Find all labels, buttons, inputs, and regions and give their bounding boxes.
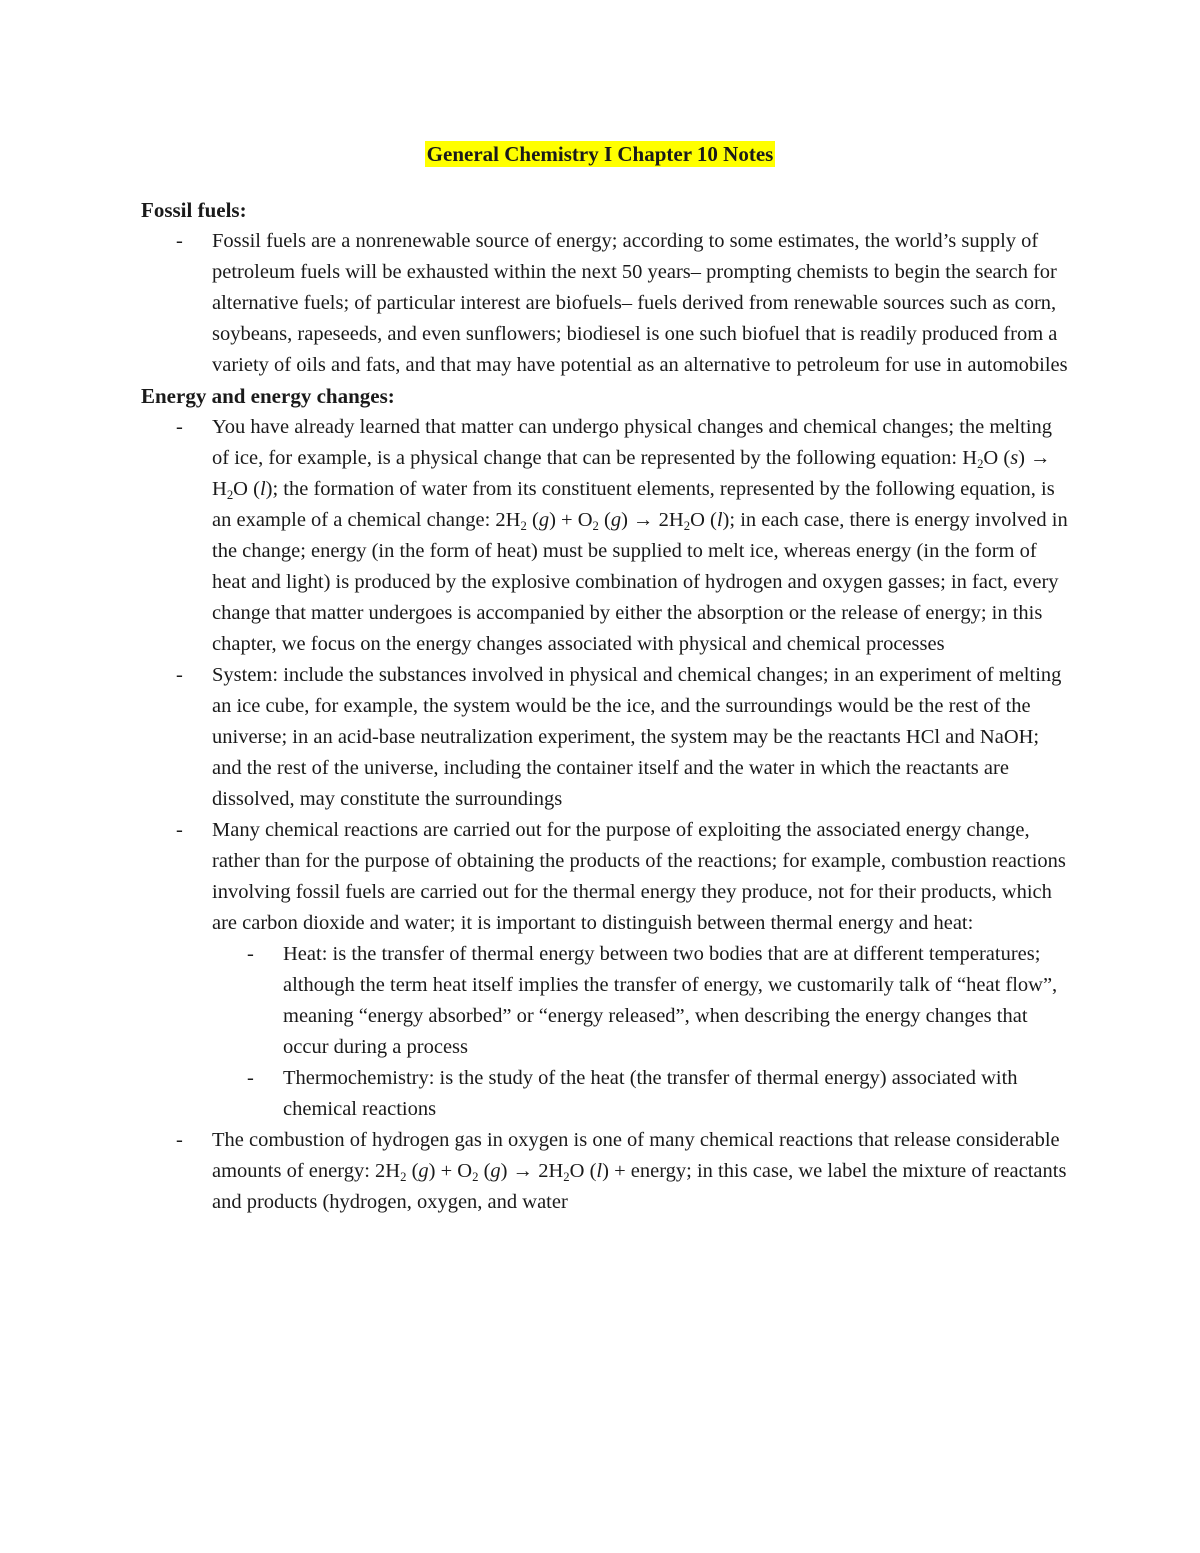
bullet-text: Heat: is the transfer of thermal energy between two bodies that are at different temperatures; although the term heat itself implies the transfer of energy, we customarily talk of “heat flow”, meaning “energy absorbed” or “energy released”, when describing the energy changes that occur during a process [283, 943, 1058, 1058]
bullet-text: The combustion of hydrogen gas in oxygen is one of many chemical reactions that release considerable amounts of energy: $2H_2$ $(g) + O_2$ $(g) \to 2H_2O$ (l) + energy; in this case, we label the mixture of reactants and products (hydrogen, oxygen, and water [212, 1129, 1067, 1213]
bullet-dash: - [247, 943, 254, 965]
bullet-fossil-fuels [141, 226, 1071, 381]
page-title: General Chemistry I Chapter 10 Notes [426, 142, 774, 166]
bullet-text: Fossil fuels are a nonrenewable source of energy; according to some estimates, the world’s supply of petroleum fuels will be exhausted within the next 50 years– prompting chemists to begin the search for alternative fuels; of particular interest are biofuels– fuels derived from renewable sources such as corn, soybeans, rapeseeds, and even sunflowers; biodiesel is one such biofuel that is readily produced from a variety of oils and fats, and that may have potential as an alternative to petroleum for use in automobiles [212, 230, 1068, 376]
bullet-hydrogen-combustion [141, 1125, 1071, 1218]
bullet-dash: - [247, 1067, 254, 1089]
subbullet-heat [141, 939, 1071, 1063]
bullet-dash: - [176, 819, 183, 841]
bullet-dash: - [176, 664, 183, 686]
bullet-text: Thermochemistry: is the study of the heat (the transfer of thermal energy) associated with chemical reactions [283, 1067, 1018, 1120]
bullet-text: System: include the substances involved in physical and chemical changes; in an experiment of melting an ice cube, for example, the system would be the ice, and the surroundings would be the rest of the universe; in an acid-base neutralization experiment, the system may be the reactants HCl and NaOH; and the rest of the universe, including the container itself and the water in which the reactants are dissolved, may constitute the surroundings [212, 664, 1062, 810]
heading-fossil-fuels: Fossil fuels: [141, 198, 247, 222]
subbullet-thermochemistry [141, 1063, 1071, 1125]
bullet-reactions-energy [141, 815, 1071, 939]
bullet-dash: - [176, 1129, 183, 1151]
bullet-text: Many chemical reactions are carried out for the purpose of exploiting the associated energy change, rather than for the purpose of obtaining the products of the reactions; for example, combustion reactions involving fossil fuels are carried out for the thermal energy they produce, not for their products, which are carbon dioxide and water; it is important to distinguish between thermal energy and heat: [212, 819, 1066, 934]
bullet-matter-changes [141, 412, 1071, 660]
notes-body [141, 195, 1071, 1218]
bullet-dash: - [176, 230, 183, 252]
bullet-text: You have already learned that matter can undergo physical changes and chemical changes; the melting of ice, for example, is a physical change that can be represented by the following equation: $H_2O$ $(s) \to H_2O$ (l); the formation of water from its constituent elements, represented by the following equation, is an example of a chemical change: $2H_2$ $(g) + O_2$ $(g) \to 2H_2O$ (l); in each case, there is energy involved in the change; energy (in the form of heat) must be supplied to melt ice, whereas energy (in the form of heat and light) is produced by the explosive combination of hydrogen and oxygen gasses; in fact, every change that matter undergoes is accompanied by either the absorption or the release of energy; in this chapter, we focus on the energy changes associated with physical and chemical processes [212, 416, 1068, 655]
bullet-dash: - [176, 416, 183, 438]
title-container [0, 142, 1200, 167]
bullet-system [141, 660, 1071, 815]
heading-energy-changes: Energy and energy changes: [141, 384, 395, 408]
